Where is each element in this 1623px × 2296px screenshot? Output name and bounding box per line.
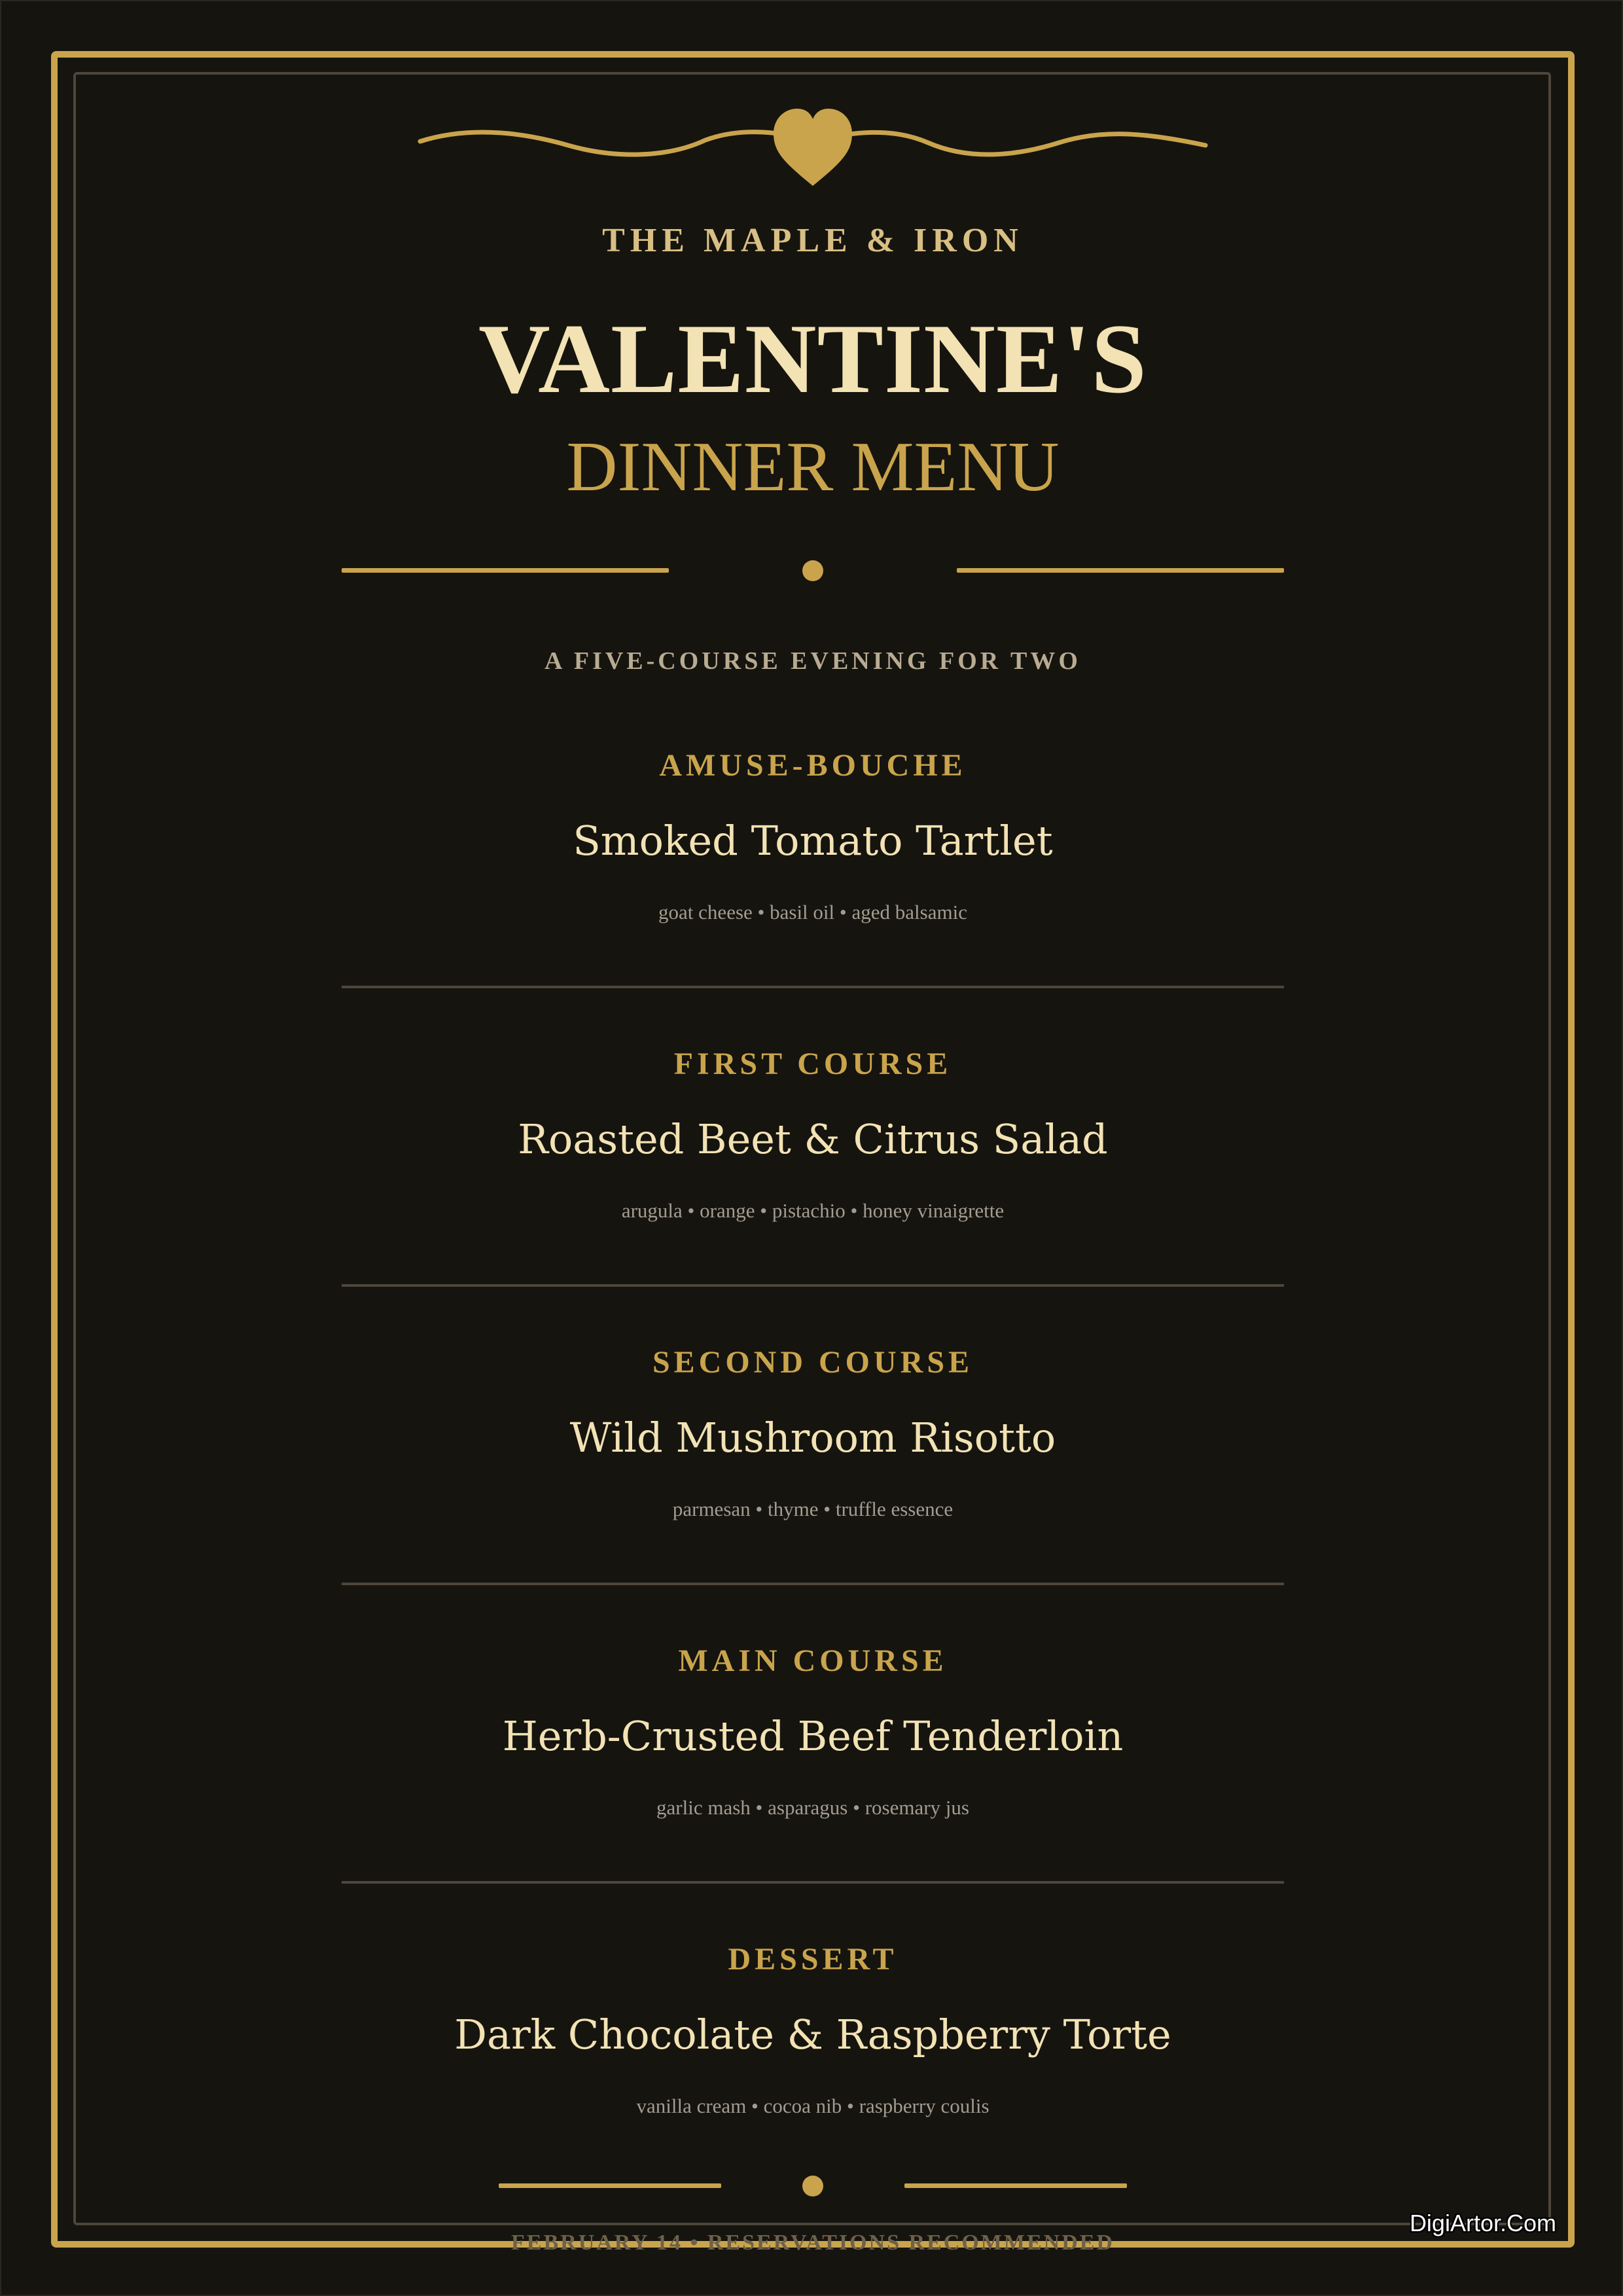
dish-description: garlic mash • asparagus • rosemary jus (656, 1796, 969, 1819)
divider-line-left (342, 568, 669, 573)
wave-flourish-left (420, 132, 813, 155)
dish-description: goat cheese • basil oil • aged balsamic (658, 901, 967, 924)
dish-description: parmesan • thyme • truffle essence (672, 1498, 954, 1520)
dish-name: Herb-Crusted Beef Tenderloin (502, 1712, 1124, 1760)
course-separator (342, 1583, 1284, 1585)
dish-name: Dark Chocolate & Raspberry Torte (454, 2011, 1171, 2058)
course-label: DESSERT (728, 1942, 898, 1977)
menu-tagline: A FIVE-COURSE EVENING FOR TWO (544, 647, 1081, 675)
course-separator (342, 1284, 1284, 1287)
divider-dot (802, 2176, 823, 2197)
footer-note: FEBRUARY 14 • RESERVATIONS RECOMMENDED (511, 2231, 1115, 2255)
course-label: SECOND COURSE (652, 1345, 974, 1380)
divider-line-right (904, 2183, 1127, 2188)
course-label: FIRST COURSE (673, 1047, 952, 1081)
dish-name: Wild Mushroom Risotto (569, 1414, 1056, 1462)
divider-line-right (957, 568, 1284, 573)
menu-title: VALENTINE'S (478, 304, 1147, 414)
restaurant-name: THE MAPLE & IRON (602, 222, 1024, 259)
dish-name: Smoked Tomato Tartlet (573, 817, 1053, 865)
wave-flourish-right (813, 132, 1205, 154)
course-label: AMUSE-BOUCHE (659, 748, 967, 783)
dish-description: vanilla cream • cocoa nib • raspberry coulis (636, 2094, 990, 2117)
dish-description: arugula • orange • pistachio • honey vinaigrette (621, 1199, 1005, 1222)
watermark: DigiArtor.Com (1409, 2210, 1556, 2236)
heart-icon (774, 109, 852, 186)
divider-line-left (499, 2183, 721, 2188)
course-label: MAIN COURSE (678, 1643, 948, 1678)
heart-flourish-ornament (418, 99, 1208, 191)
divider-dot (802, 560, 823, 581)
course-separator (342, 1881, 1284, 1884)
dish-name: Roasted Beet & Citrus Salad (518, 1115, 1108, 1163)
course-separator (342, 986, 1284, 988)
menu-subtitle: DINNER MENU (566, 428, 1060, 506)
